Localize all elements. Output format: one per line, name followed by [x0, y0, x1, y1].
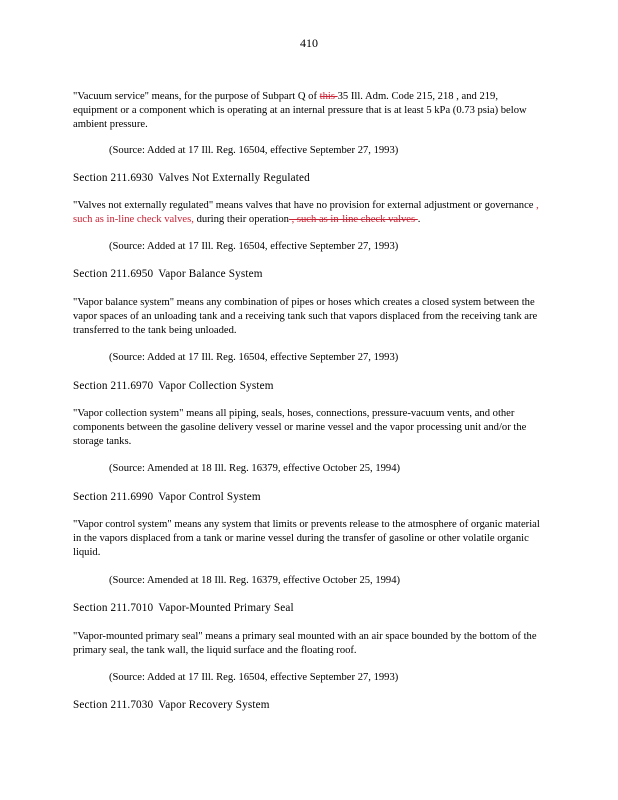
- definition-text: during their operation: [196, 213, 289, 225]
- section-heading: [73, 491, 261, 503]
- definition-text: "Valves not externally regulated" means valves that have no provision for external adjustment or governance: [73, 200, 534, 211]
- section-heading: [73, 172, 310, 184]
- section-heading: [73, 602, 294, 614]
- source-note: (Source: Added at 17 Ill. Reg. 16504, effective September 27, 1993): [109, 241, 399, 252]
- section-title: Vapor Collection System: [158, 380, 274, 392]
- deleted-text: , such as in-line check valves: [288, 213, 418, 225]
- section-heading: [73, 268, 263, 280]
- section-body: "Vapor control system" means any system that limits or prevents release to the atmosphere of organic material in the vapors displaced from a tank or marine vessel during the transfer of gasoline or other volatile organic liquid.: [73, 519, 540, 558]
- section-number: Section 211.7030: [73, 699, 154, 711]
- page-number: 410: [300, 36, 318, 50]
- definition-text: "Vacuum service" means, for the purpose of Subpart Q of: [73, 91, 320, 102]
- definition-text: , and 219, equipment or a component which is operating at an internal pressure that is at least 5 kPa (0.73 psia) below ambient pressure.: [73, 91, 527, 130]
- source-note: (Source: Added at 17 Ill. Reg. 16504, effective September 27, 1993): [109, 352, 399, 363]
- definition-text: 35 Ill. Adm. Code 215, 218: [337, 91, 454, 102]
- section-body: [73, 199, 543, 227]
- source-note: (Source: Amended at 18 Ill. Reg. 16379, effective October 25, 1994): [109, 463, 401, 474]
- section-title: Valves Not Externally Regulated: [158, 172, 310, 184]
- section-body: "Vapor balance system" means any combination of pipes or hoses which creates a closed system between the vapor spaces of an unloading tank and a receiving tank such that vapors displaced from the receiving tank are transferred to the tank being unloaded.: [73, 297, 538, 336]
- section-title: Vapor-Mounted Primary Seal: [158, 602, 294, 614]
- source-note: (Source: Added at 17 Ill. Reg. 16504, effective September 27, 1993): [109, 672, 399, 683]
- inserted-text: , such as in-line check valves,: [73, 200, 539, 225]
- section-body: "Vapor-mounted primary seal" means a primary seal mounted with an air space bounded by the bottom of the primary seal, the tank wall, the liquid surface and the floating roof.: [73, 631, 537, 656]
- section-title: Vapor Recovery System: [158, 699, 270, 711]
- deleted-text: this: [319, 91, 338, 102]
- section-number: Section 211.6990: [73, 491, 154, 503]
- vacuum-service-definition: [73, 90, 543, 131]
- section-body: "Vapor collection system" means all piping, seals, hoses, connections, pressure-vacuum vents, and other components between the gasoline delivery vessel or marine vessel and the vapor processing unit and/or the storage tanks.: [73, 408, 527, 447]
- section-title: Vapor Balance System: [158, 268, 263, 280]
- section-heading: [73, 380, 274, 392]
- source-note: (Source: Added at 17 Ill. Reg. 16504, effective September 27, 1993): [109, 145, 399, 156]
- section-number: Section 211.6970: [73, 380, 154, 392]
- section-heading: [73, 699, 270, 711]
- section-number: Section 211.7010: [73, 602, 154, 614]
- section-title: Vapor Control System: [158, 491, 261, 503]
- section-number: Section 211.6930: [73, 172, 154, 184]
- source-note: (Source: Amended at 18 Ill. Reg. 16379, effective October 25, 1994): [109, 575, 401, 586]
- section-number: Section 211.6950: [73, 268, 154, 280]
- definition-text: .: [417, 213, 421, 225]
